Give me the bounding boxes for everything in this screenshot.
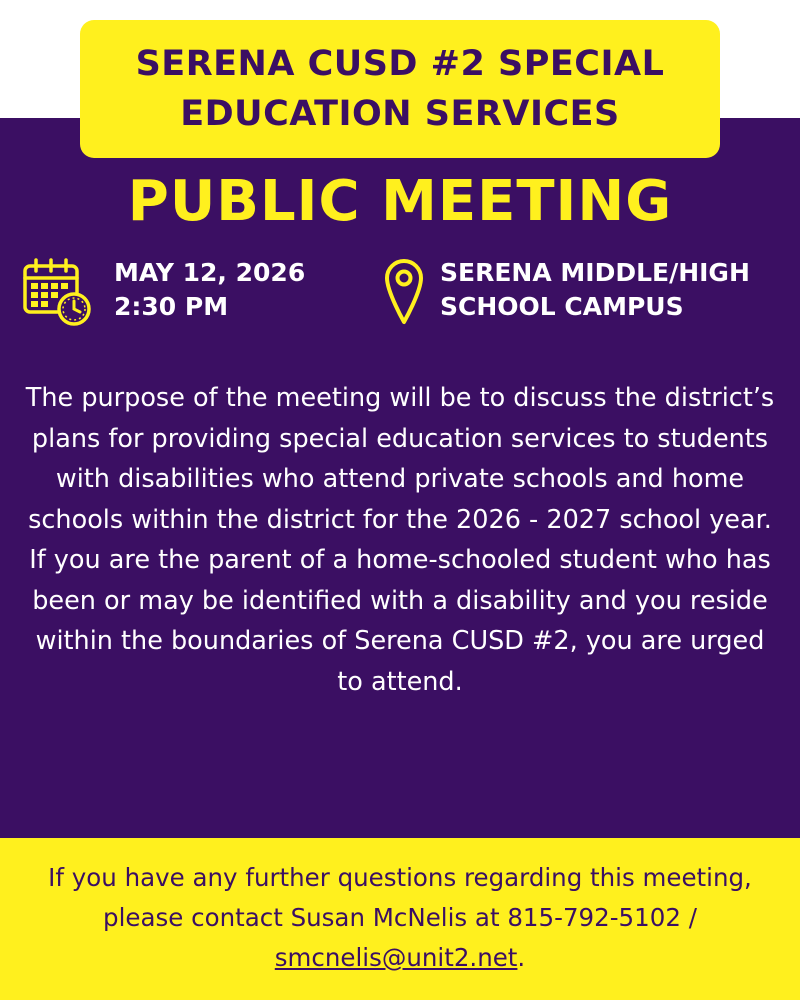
header-line-2: EDUCATION SERVICES <box>180 94 620 134</box>
location-line-2: SCHOOL CAMPUS <box>440 292 684 321</box>
page-title: PUBLIC MEETING <box>127 169 673 234</box>
location-line-1: SERENA MIDDLE/HIGH <box>440 258 750 287</box>
email-link[interactable]: smcnelis@unit2.net <box>274 943 518 972</box>
event-time: 2:30 PM <box>114 292 229 321</box>
map-pin-icon <box>383 254 425 326</box>
contact-text-end: . <box>517 943 526 972</box>
contact-info <box>20 858 780 978</box>
header-banner <box>80 20 720 158</box>
event-location <box>440 256 750 324</box>
event-date: MAY 12, 2026 <box>114 258 306 287</box>
calendar-clock-icon <box>22 256 92 326</box>
contact-text: If you have any further questions regarding this meeting, please contact Susan McNelis at 815-792-5102 / <box>48 863 752 932</box>
header-line-1: SERENA CUSD #2 SPECIAL <box>135 44 665 84</box>
meeting-description: The purpose of the meeting will be to discuss the district’s plans for providing special education services to students with disabilities who attend private schools and home schools within the district for the 2026 - 2027 school year. If you are the parent of a home-schooled student who has been or may be identified with a disability and you reside within the boundaries of Serena CUSD #2, you are urged to attend. <box>25 383 775 697</box>
event-date-time <box>114 256 305 324</box>
